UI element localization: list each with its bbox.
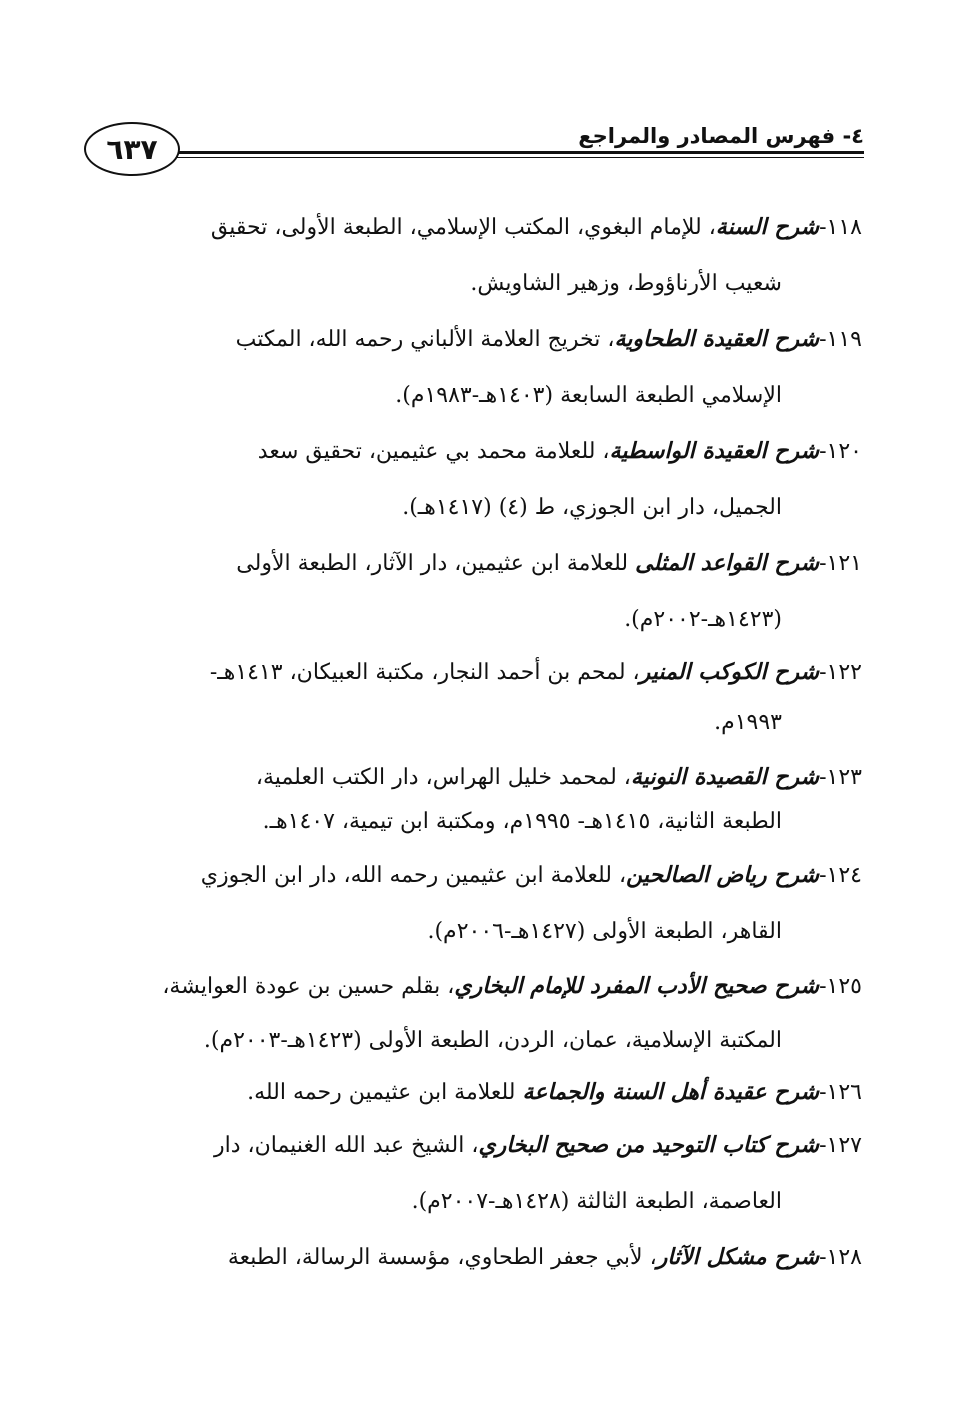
entry-continuation: العاصمة، الطبعة الثالثة (١٤٢٨هـ-٢٠٠٧م). (411, 1189, 782, 1214)
header-rule-thin (162, 157, 864, 158)
reference-entry (96, 536, 862, 648)
entry-title: شرح القصيدة النونية (630, 765, 820, 790)
entry-title: شرح مشكل الآثار (656, 1245, 820, 1270)
reference-entry (96, 200, 862, 312)
entry-number: ١٢٢- (819, 660, 862, 685)
entry-title: شرح عقيدة أهل السنة والجماعة (522, 1080, 820, 1105)
entry-continuation: المكتبة الإسلامية، عمان، الردن، الطبعة الأولى (١٤٢٣هـ-٢٠٠٣م). (203, 1028, 782, 1053)
entry-continuation: شعيب الأرناؤوط، وزهير الشاويش. (470, 271, 782, 296)
reference-entry (96, 756, 862, 844)
entry-continuation: الجميل، دار ابن الجوزي، ط (٤) (١٤١٧هـ). (402, 495, 782, 520)
header-rule (162, 151, 864, 154)
entry-title: شرح رياض الصالحين (626, 863, 820, 888)
entry-details: للعلامة ابن عثيمين رحمه الله. (247, 1080, 523, 1105)
entry-details: ، الشيخ عبد الله الغنيمان، دار (213, 1133, 479, 1158)
entry-title: شرح كتاب التوحيد من صحيح البخاري (478, 1133, 820, 1158)
reference-entry (96, 312, 862, 424)
entry-details: ، لأبي جعفر الطحاوي، مؤسسة الرسالة، الطبعة (227, 1245, 657, 1270)
page-header (84, 112, 864, 192)
entry-details: ، لمحمد خليل الهراس، دار الكتب العلمية، (255, 765, 631, 790)
entry-number: ١٢١- (819, 551, 862, 576)
entry-details: ، للعلامة ابن عثيمين رحمه الله، دار ابن الجوزي (200, 863, 627, 888)
entry-number: ١٢٦- (819, 1080, 862, 1105)
entry-title: شرح العقيدة الواسطية (609, 439, 820, 464)
entry-number: ١٢٧- (819, 1133, 862, 1158)
entry-number: ١١٩- (819, 327, 862, 352)
entry-number: ١١٨- (819, 215, 862, 240)
entry-continuation: ١٩٩٣م. (714, 710, 782, 735)
entry-title: شرح صحيح الأدب المفرد للإمام البخاري (454, 974, 820, 999)
entry-continuation: الإسلامي الطبعة السابعة (١٤٠٣هـ-١٩٨٣م). (395, 383, 782, 408)
entry-details: ، للعلامة محمد بي عثيمين، تحقيق سعد (257, 439, 610, 464)
entry-title: شرح القواعد المثلى (635, 551, 820, 576)
entry-number: ١٢٨- (819, 1245, 862, 1270)
entry-details: ، للإمام البغوي، المكتب الإسلامي، الطبعة الأولى، تحقيق (210, 215, 716, 240)
reference-entry (96, 848, 862, 960)
entry-continuation: الطبعة الثانية، ١٤١٥هـ- ١٩٩٥م، ومكتبة ابن تيمية، ١٤٠٧هـ. (262, 809, 782, 834)
reference-entry (96, 1230, 862, 1286)
reference-entry (96, 960, 862, 1068)
entry-details: ، لمحم بن أحمد النجار، مكتبة العبيكان، ١٤١٣هـ- (209, 660, 640, 685)
reference-entry (96, 648, 862, 748)
entry-title: شرح السنة (715, 215, 820, 240)
entry-number: ١٢٣- (819, 765, 862, 790)
entry-details: ، بقلم حسين بن عودة العوايشة، (162, 974, 455, 999)
entry-title: شرح العقيدة الطحاوية (614, 327, 820, 352)
section-title: ٤- فهرس المصادر والمراجع (578, 124, 864, 148)
entry-continuation: القاهر، الطبعة الأولى (١٤٢٧هـ-٢٠٠٦م). (427, 919, 782, 944)
entry-details: للعلامة ابن عثيمين، دار الآثار، الطبعة الأولى (236, 551, 636, 576)
entry-number: ١٢٤- (819, 863, 862, 888)
entry-continuation: (١٤٢٣هـ-٢٠٠٢م). (624, 607, 782, 632)
reference-entry (96, 1068, 862, 1118)
reference-entry (96, 424, 862, 536)
page-number: ٦٣٧ (84, 122, 180, 176)
entry-title: شرح الكوكب المنير (639, 660, 820, 685)
entry-number: ١٢٠- (819, 439, 862, 464)
references-list (96, 200, 862, 1286)
reference-entry (96, 1118, 862, 1230)
entry-number: ١٢٥- (819, 974, 862, 999)
entry-details: ، تخريج العلامة الألباني رحمه الله، المكتب (235, 327, 615, 352)
